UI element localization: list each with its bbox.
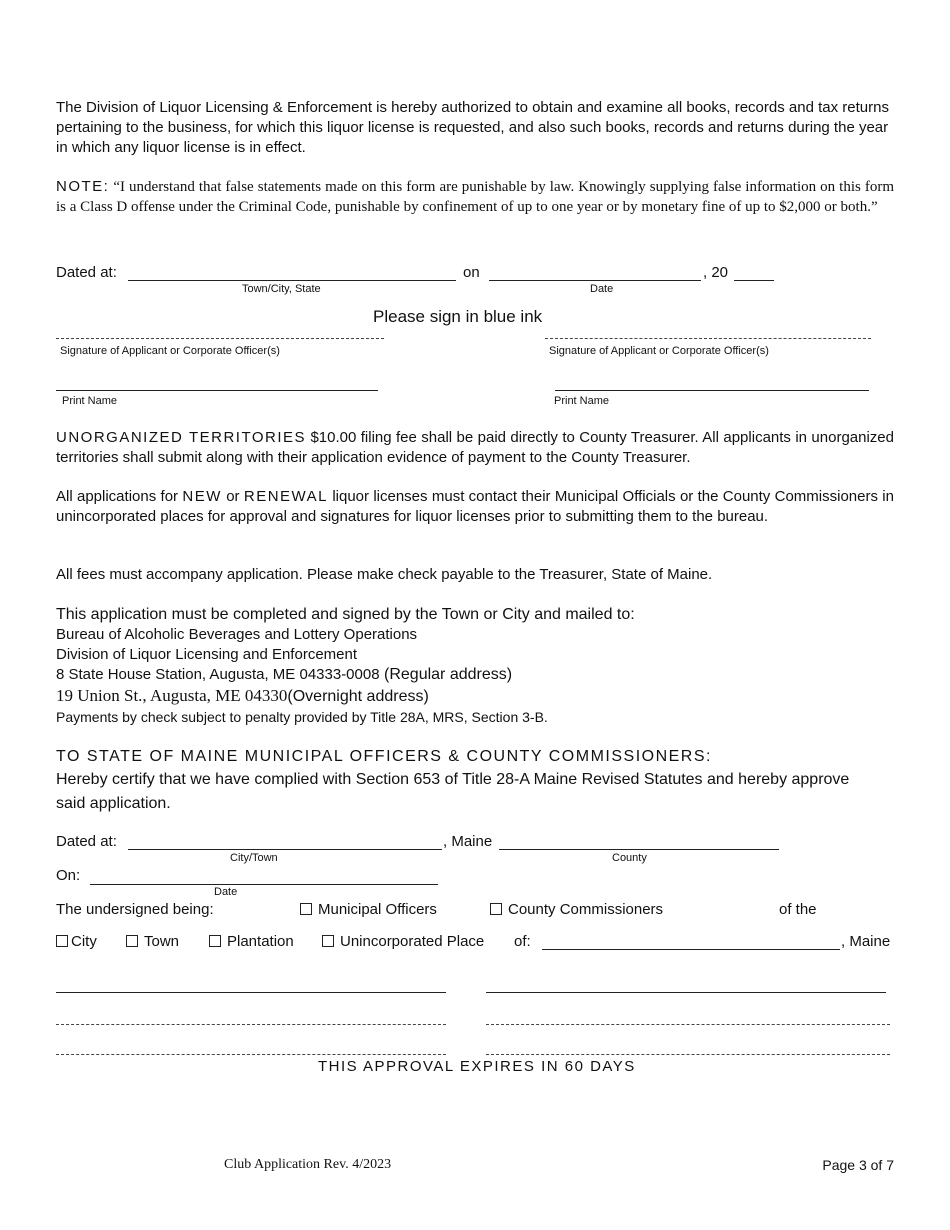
officer-signature-line-5[interactable] [56, 1054, 446, 1055]
mailing-line-4 [56, 686, 429, 707]
print-name-line-1[interactable] [56, 390, 378, 391]
of-label: of: [514, 933, 531, 950]
unorganized-text: $10.00 filing fee shall be paid directly to County Treasurer. All applicants in unorganized territories shall submit along with their application evidence of payment to the County Treasurer. [56, 429, 894, 466]
approval-maine-label: , Maine [443, 833, 493, 850]
of-the-label: of the [779, 901, 817, 918]
officer-signature-line-1[interactable] [56, 992, 446, 993]
page-number: Page 3 of 7 [822, 1157, 894, 1173]
approval-date-caption: Date [214, 886, 238, 898]
officer-signature-line-6[interactable] [486, 1054, 890, 1055]
town-city-state-caption: Town/City, State [242, 283, 321, 295]
signature-caption-2: Signature of Applicant or Corporate Officer(s) [549, 345, 769, 357]
mailing-line-2: Division of Liquor Licensing and Enforcement [56, 646, 358, 663]
mailing-line-1: Bureau of Alcoholic Beverages and Lottery Operations [56, 626, 418, 643]
signature-line-1[interactable] [56, 338, 384, 339]
new-keyword: NEW [182, 488, 222, 505]
mailing-line-3 [56, 665, 512, 685]
municipal-officers-label: Municipal Officers [318, 901, 437, 918]
certify-heading: TO STATE OF MAINE MUNICIPAL OFFICERS & COUNTY COMMISSIONERS: [56, 748, 712, 765]
mailing-intro: This application must be completed and signed by the Town or City and mailed to: [56, 606, 635, 623]
plantation-checkbox[interactable] [209, 935, 221, 947]
authorization-text: The Division of Liquor Licensing & Enforcement is hereby authorized to obtain and examine all books, records and tax returns pertaining to the business, for which this liquor license is requested, and also such books, records and returns during the year in which any liquor license is in effect. [56, 99, 889, 156]
county-commissioners-option[interactable] [490, 900, 663, 920]
note-text: “I understand that false statements made on this form are punishable by law. Knowingly supplying false information on this form is a Class D offense under the Criminal Code, punishable by confinement of up to one year or by monetary fine of up to $2,000 or both.” [56, 179, 895, 215]
regular-address-note: (Regular address) [379, 666, 513, 683]
footer-revision: Club Application Rev. 4/2023 [224, 1157, 392, 1172]
unorganized-heading: UNORGANIZED TERRITORIES [56, 429, 307, 446]
city-town-field[interactable] [128, 849, 442, 850]
city-label: City [71, 933, 97, 950]
approval-expires: THIS APPROVAL EXPIRES IN 60 DAYS [318, 1058, 636, 1075]
plantation-option[interactable] [209, 932, 294, 952]
unincorporated-checkbox[interactable] [322, 935, 334, 947]
authorization-paragraph [56, 98, 894, 158]
renewal-or: or [221, 488, 244, 505]
renewal-keyword: RENEWAL [243, 488, 328, 505]
renewal-text-after: liquor licenses must contact their Municipal Officials or the County Commissioners in unincorporated places for approval and signatures for liquor licenses prior to submitting them to the bureau. [56, 488, 894, 525]
place-name-field[interactable] [542, 949, 840, 950]
municipal-officers-checkbox[interactable] [300, 903, 312, 915]
approval-dated-at-label: Dated at: [56, 833, 117, 850]
city-option[interactable] [56, 932, 97, 952]
county-commissioners-checkbox[interactable] [490, 903, 502, 915]
plantation-label: Plantation [227, 933, 294, 950]
dated-at-label: Dated at: [56, 264, 117, 281]
on-label: on [463, 264, 480, 281]
year-prefix: , 20 [703, 264, 729, 281]
town-city-state-field[interactable] [128, 280, 456, 281]
approval-date-field[interactable] [90, 884, 438, 885]
officer-signature-line-2[interactable] [486, 992, 886, 993]
officer-signature-line-3[interactable] [56, 1024, 446, 1025]
note-label: NOTE: [56, 178, 110, 195]
year-field[interactable] [734, 280, 774, 281]
officer-signature-line-4[interactable] [486, 1024, 890, 1025]
signature-caption-1: Signature of Applicant or Corporate Officer(s) [60, 345, 280, 357]
approval-on-label: On: [56, 867, 81, 884]
print-name-caption-2: Print Name [554, 395, 610, 407]
mailing-line-5: Payments by check subject to penalty provided by Title 28A, MRS, Section 3-B. [56, 709, 548, 725]
town-option[interactable] [126, 932, 179, 952]
municipal-officers-option[interactable] [300, 900, 437, 920]
print-name-line-2[interactable] [555, 390, 869, 391]
fees-text: All fees must accompany application. Please make check payable to the Treasurer, State of Maine. [56, 566, 713, 583]
note-paragraph [56, 177, 894, 217]
print-name-caption-1: Print Name [62, 395, 118, 407]
county-field[interactable] [499, 849, 779, 850]
unorganized-paragraph [56, 428, 894, 468]
date-caption: Date [590, 283, 614, 295]
overnight-address-note: (Overnight address) [287, 688, 429, 705]
county-caption: County [612, 852, 647, 864]
regular-address: 8 State House Station, Augusta, ME 04333-0008 [56, 666, 380, 683]
county-commissioners-label: County Commissioners [508, 901, 664, 918]
unincorporated-option[interactable] [322, 932, 484, 952]
undersigned-label: The undersigned being: [56, 901, 214, 918]
maine-end-label: , Maine [841, 933, 891, 950]
certify-text: Hereby certify that we have complied with Section 653 of Title 28-A Maine Revised Statutes and hereby approve said application. [56, 771, 850, 812]
overnight-address: 19 Union St., Augusta, ME 04330 [56, 686, 288, 705]
date-field[interactable] [489, 280, 701, 281]
renewal-text-before: All applications for [56, 488, 183, 505]
city-checkbox[interactable] [56, 935, 68, 947]
unincorporated-label: Unincorporated Place [340, 933, 485, 950]
renewal-paragraph [56, 487, 894, 527]
town-label: Town [144, 933, 180, 950]
city-town-caption: City/Town [230, 852, 278, 864]
town-checkbox[interactable] [126, 935, 138, 947]
sign-instruction: Please sign in blue ink [373, 307, 543, 326]
signature-line-2[interactable] [545, 338, 871, 339]
